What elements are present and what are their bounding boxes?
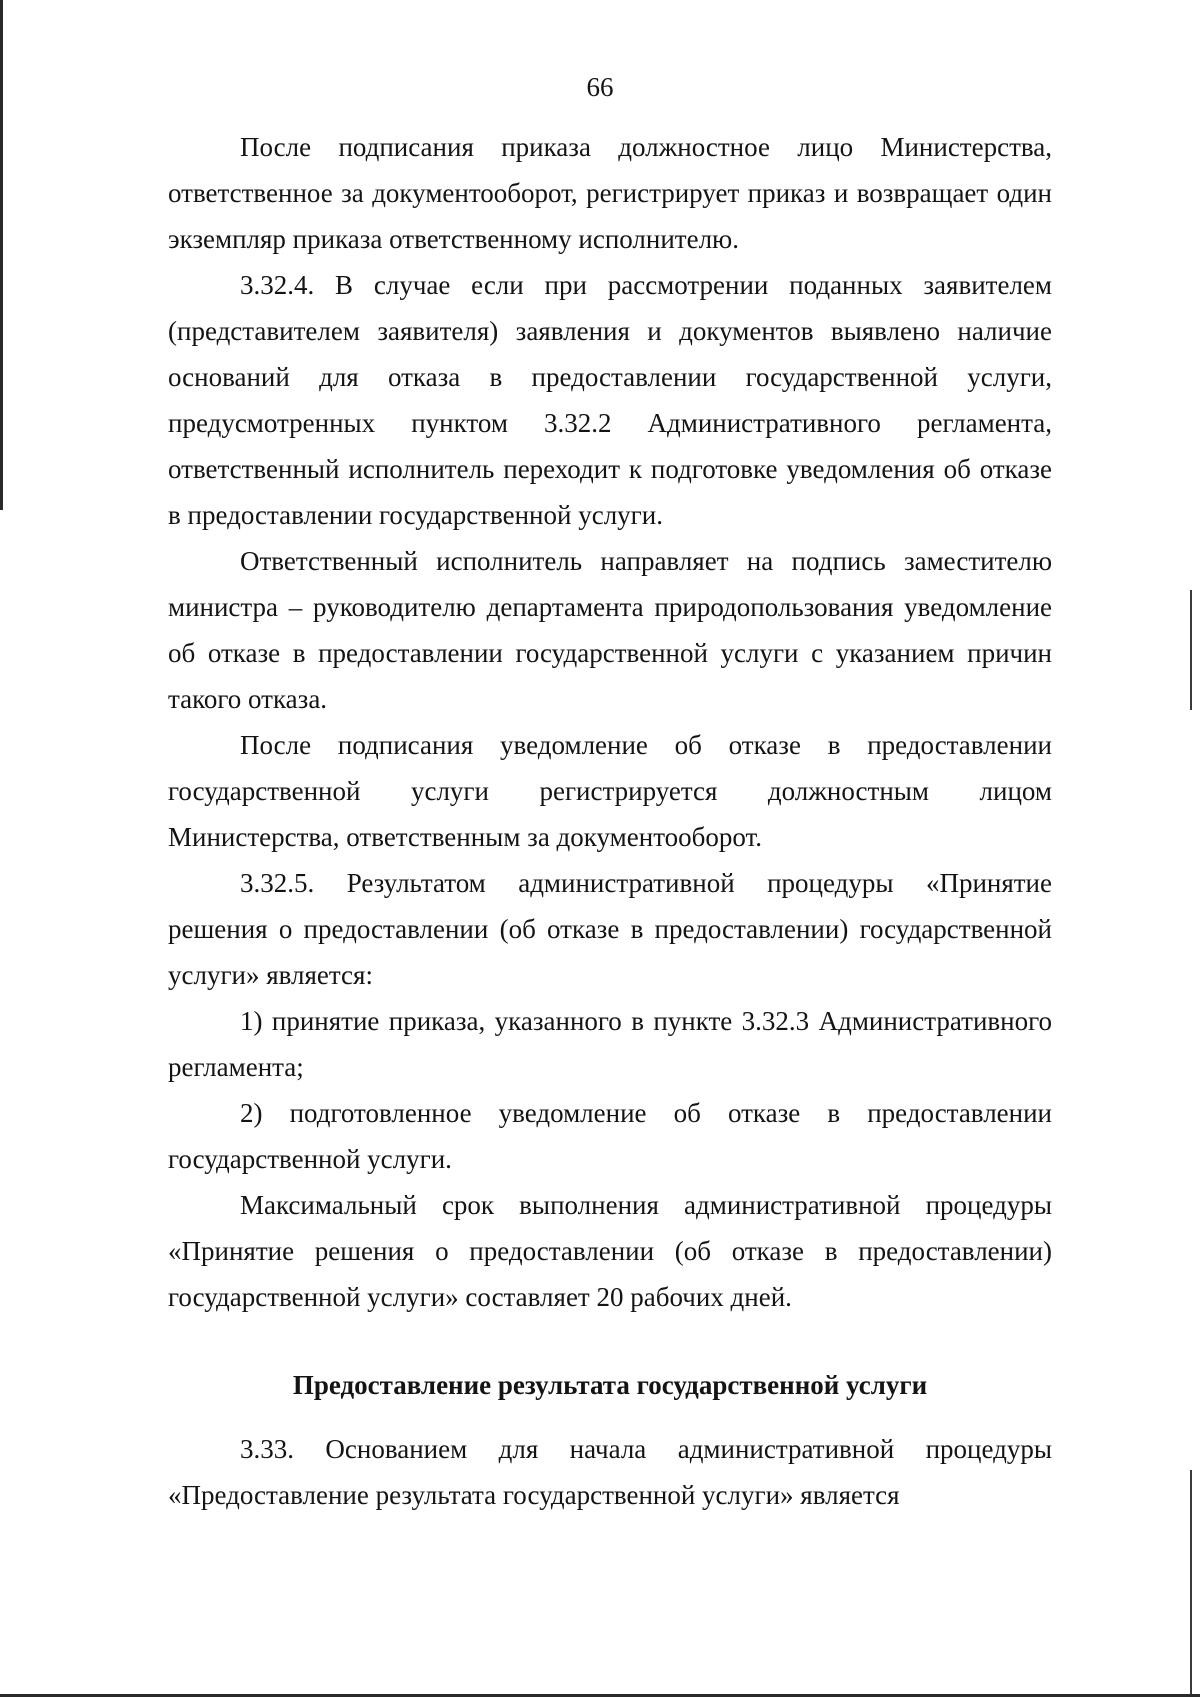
scan-edge-right [1190,1470,1192,1697]
paragraph: После подписания уведомление об отказе в предоставлении государственной услуги регистрируется должностным лицом Министерства, ответственным за документооборот. [168,730,1052,852]
list-item: 2) подготовленное уведомление об отказе в предоставлении государственной услуги. [168,1098,1052,1174]
scan-edge-right-mark [1190,590,1192,710]
paragraph: 3.32.4. В случае если при рассмотрении поданных заявителем (представителем заявителя) заявления и документов выявлено наличие оснований для отказа в предоставлении государственной услуги, предусмотренных пунктом 3.32.2 Административного регламента, ответственный исполнитель переходит к подготовке уведомления об отказе в предоставлении государственной услуги. [168,270,1052,530]
list-item: 1) принятие приказа, указанного в пункте 3.32.3 Административного регламента; [168,1006,1052,1082]
paragraph: 3.33. Основанием для начала административной процедуры «Предоставление результата государственной услуги» является [168,1434,1052,1510]
paragraph: 3.32.5. Результатом административной процедуры «Принятие решения о предоставлении (об отказе в предоставлении) государственной услуги» является: [168,868,1052,990]
paragraph: Максимальный срок выполнения административной процедуры «Принятие решения о предоставлении (об отказе в предоставлении) государственной услуги» составляет 20 рабочих дней. [168,1190,1052,1312]
paragraph: Ответственный исполнитель направляет на подпись заместителю министра – руководителю департамента природопользования уведомление об отказе в предоставлении государственной услуги с указанием причин такого отказа. [168,546,1052,714]
page-number: 66 [586,72,614,102]
section-heading: Предоставление результата государственной услуги [292,1370,928,1400]
paragraph: После подписания приказа должностное лицо Министерства, ответственное за документооборот, регистрирует приказ и возвращает один экземпляр приказа ответственному исполнителю. [168,132,1052,254]
document-body [168,124,1052,1518]
